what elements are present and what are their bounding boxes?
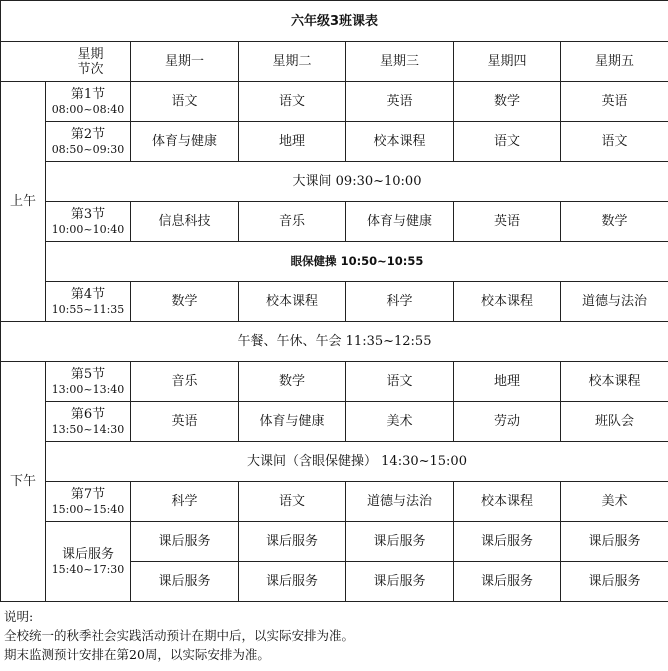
weekday-label: 星期 [77,46,104,62]
period-name: 第5节 [70,366,106,382]
subject-cell: 英语 [561,82,668,122]
subject-cell: 英语 [454,202,561,242]
period-cell [46,282,131,322]
day-header-mon: 星期一 [131,42,239,82]
subject-cell: 校本课程 [346,122,454,162]
notes-line-1: 全校统一的秋季社会实践活动预计在期中后，以实际安排为准。 [4,628,355,643]
subject-cell: 体育与健康 [239,402,346,442]
after-school-service-cell: 课后服务 [454,522,561,562]
subject-cell: 语文 [239,482,346,522]
subject-cell: 英语 [131,402,239,442]
period-name: 第4节 [70,286,106,302]
day-header-fri: 星期五 [561,42,668,82]
after-school-service-cell: 课后服务 [346,522,454,562]
subject-cell: 语文 [239,82,346,122]
subject-cell: 美术 [561,482,668,522]
period-cell [46,82,131,122]
period-time: 13:00~13:40 [51,382,125,396]
eye-exercise-row: 眼保健操 10:50~10:55 [46,242,668,282]
subject-cell: 班队会 [561,402,668,442]
subject-cell: 科学 [346,282,454,322]
afternoon-break-row: 大课间（含眼保健操） 14:30~15:00 [46,442,668,482]
corner-header [1,42,131,82]
notes-section [4,607,664,664]
period-cell [46,482,131,522]
day-header-tue: 星期二 [239,42,346,82]
subject-cell: 信息科技 [131,202,239,242]
period-name: 第7节 [70,486,106,502]
period-time: 15:00~15:40 [51,502,125,516]
after-school-service-cell: 课后服务 [131,522,239,562]
subject-cell: 校本课程 [561,362,668,402]
subject-cell: 校本课程 [239,282,346,322]
day-header-thu: 星期四 [454,42,561,82]
afternoon-label: 下午 [1,362,46,602]
after-school-name: 课后服务 [61,546,114,562]
notes-line-2: 期末监测预计安排在第20周，以实际安排为准。 [4,647,270,662]
subject-cell: 数学 [239,362,346,402]
after-school-service-cell: 课后服务 [561,522,668,562]
subject-cell: 地理 [454,362,561,402]
period-time: 10:55~11:35 [51,302,125,316]
after-school-time: 15:40~17:30 [51,562,125,576]
subject-cell: 音乐 [131,362,239,402]
subject-cell: 语文 [454,122,561,162]
after-school-service-cell: 课后服务 [346,562,454,602]
subject-cell: 数学 [561,202,668,242]
period-cell [46,122,131,162]
big-break-row: 大课间 09:30~10:00 [46,162,668,202]
subject-cell: 数学 [454,82,561,122]
subject-cell: 科学 [131,482,239,522]
after-school-service-cell: 课后服务 [239,562,346,602]
day-header-wed: 星期三 [346,42,454,82]
subject-cell: 校本课程 [454,282,561,322]
period-name: 第6节 [70,406,106,422]
after-school-service-cell: 课后服务 [239,522,346,562]
notes-heading: 说明: [4,609,34,624]
subject-cell: 道德与法治 [346,482,454,522]
subject-cell: 校本课程 [454,482,561,522]
period-label: 节次 [77,61,104,77]
after-school-service-cell: 课后服务 [561,562,668,602]
period-name: 第3节 [70,206,106,222]
period-name: 第1节 [70,86,106,102]
subject-cell: 地理 [239,122,346,162]
period-cell [46,362,131,402]
period-time: 10:00~10:40 [51,222,125,236]
subject-cell: 语文 [131,82,239,122]
subject-cell: 音乐 [239,202,346,242]
subject-cell: 体育与健康 [131,122,239,162]
period-cell [46,402,131,442]
subject-cell: 数学 [131,282,239,322]
period-cell [46,202,131,242]
subject-cell: 道德与法治 [561,282,668,322]
subject-cell: 语文 [561,122,668,162]
morning-label: 上午 [1,82,46,322]
timetable-title: 六年级3班课表 [1,1,668,42]
after-school-service-cell: 课后服务 [454,562,561,602]
subject-cell: 美术 [346,402,454,442]
after-school-cell [46,522,131,602]
subject-cell: 语文 [346,362,454,402]
period-time: 08:50~09:30 [51,142,125,156]
subject-cell: 英语 [346,82,454,122]
period-time: 08:00~08:40 [51,102,125,116]
subject-cell: 劳动 [454,402,561,442]
subject-cell: 体育与健康 [346,202,454,242]
lunch-row: 午餐、午休、午会 11:35~12:55 [1,322,668,362]
period-name: 第2节 [70,126,106,142]
period-time: 13:50~14:30 [51,422,125,436]
after-school-service-cell: 课后服务 [131,562,239,602]
